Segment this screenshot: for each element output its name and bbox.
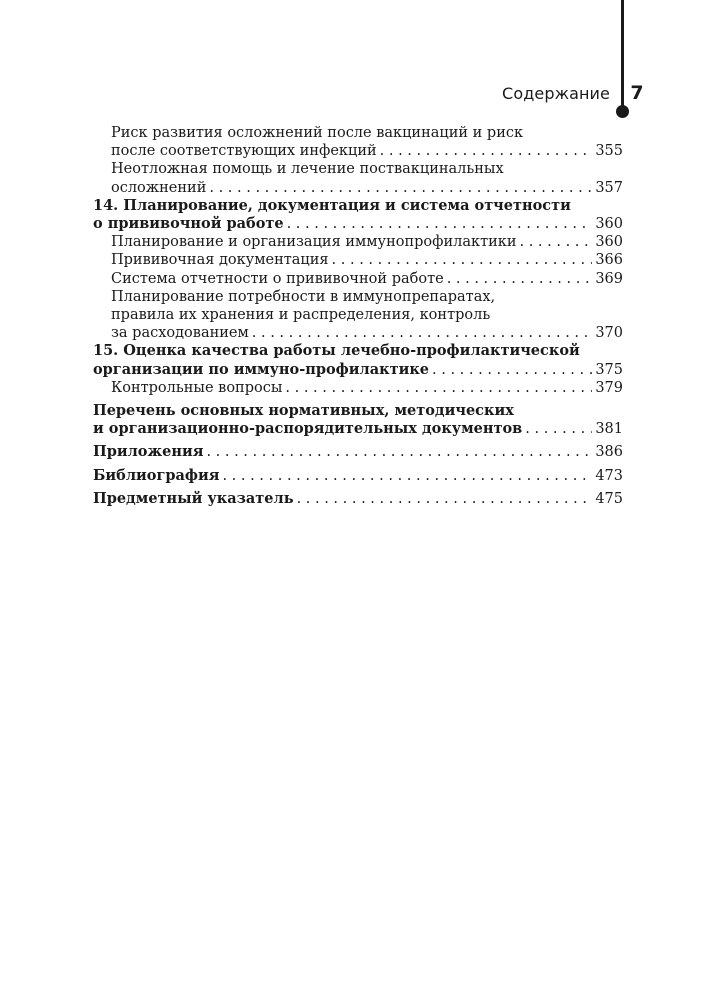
toc-entry-last-line (111, 251, 623, 269)
dot-leader (287, 215, 593, 233)
toc-entry-title: организации по иммуно-профилактике (93, 360, 430, 378)
toc-entry-last-line (93, 490, 623, 508)
toc-entry[interactable] (93, 251, 623, 269)
toc-page-number: 366 (595, 252, 623, 269)
toc-entry-title: Планирование и организация иммунопрофилактики (111, 234, 517, 251)
toc-entry-title-line: правила их хранения и распределения, контроль (111, 307, 491, 324)
dot-leader (432, 361, 592, 379)
toc-page-number: 370 (595, 325, 623, 342)
dot-leader (252, 324, 593, 342)
toc-entry-last-line (93, 420, 623, 438)
toc-entry-title-line: Риск развития осложнений после вакцинаций и риск (111, 125, 524, 141)
toc-entry-title: Контрольные вопросы (111, 379, 283, 396)
toc-entry[interactable] (93, 288, 623, 343)
toc-entry[interactable] (93, 467, 623, 485)
toc-entry[interactable] (93, 160, 623, 196)
dot-leader (447, 270, 593, 288)
toc-entry-title: и организационно-распорядительных документов (93, 420, 523, 438)
toc-entry-title: Система отчетности о прививочной работе (111, 270, 444, 287)
toc-entry-title-line: Планирование потребности в иммунопрепаратах, (111, 288, 496, 305)
toc-page-number: 475 (595, 490, 623, 507)
toc-entry[interactable] (93, 124, 623, 160)
toc-entry-last-line (111, 270, 623, 288)
toc-page-number: 369 (595, 270, 623, 287)
toc-page-number: 360 (595, 234, 623, 251)
toc-entry-last-line (93, 467, 623, 485)
toc-entry[interactable] (93, 379, 623, 397)
dot-leader (525, 420, 592, 438)
dot-leader (332, 251, 593, 269)
toc-page-number: 473 (595, 467, 623, 484)
dot-leader (206, 443, 592, 461)
toc-entry-title-line: 15. Оценка качества работы лечебно-профилактической (93, 342, 580, 360)
toc-entry-last-line (111, 142, 623, 160)
toc-page-number: 379 (595, 379, 623, 396)
toc-entry-last-line (111, 379, 623, 397)
dot-leader (380, 142, 593, 160)
toc-entry-last-line (93, 443, 623, 461)
toc-entry[interactable] (93, 342, 623, 378)
dot-leader (297, 490, 593, 508)
toc-entry-last-line (111, 324, 623, 342)
toc-entry-title-line: Неотложная помощь и лечение поствакцинальных (111, 161, 504, 178)
toc-page-number: 375 (595, 361, 623, 378)
dot-leader (285, 379, 592, 397)
toc-entry-last-line (93, 361, 623, 379)
toc-entry-title: осложнений (111, 179, 207, 196)
table-of-contents (93, 124, 623, 508)
toc-page-number: 360 (595, 216, 623, 233)
header-vertical-rule (621, 0, 624, 117)
toc-entry-title-line: Перечень основных нормативных, методических (93, 402, 514, 420)
toc-entry-title: за расходованием (111, 325, 249, 342)
toc-entry-title: Приложения (93, 443, 204, 461)
toc-entry-title: Библиография (93, 466, 220, 484)
toc-entry-title: о прививочной работе (93, 215, 284, 233)
page-number: 7 (630, 82, 644, 104)
dot-leader (209, 179, 592, 197)
header-rule-dot (616, 105, 629, 118)
toc-entry[interactable] (93, 233, 623, 251)
toc-entry[interactable] (93, 197, 623, 233)
dot-leader (222, 467, 592, 485)
toc-page-number: 386 (595, 444, 623, 461)
toc-entry[interactable] (93, 402, 623, 438)
toc-page-number: 355 (595, 143, 623, 160)
toc-entry-title: Предметный указатель (93, 489, 294, 507)
dot-leader (520, 233, 593, 251)
running-head: Содержание (502, 84, 610, 103)
toc-entry[interactable] (93, 270, 623, 288)
toc-page-number: 357 (595, 179, 623, 196)
toc-entry-last-line (111, 233, 623, 251)
toc-entry-last-line (111, 179, 623, 197)
toc-entry-last-line (93, 215, 623, 233)
toc-entry-title: Прививочная документация (111, 252, 329, 269)
toc-entry[interactable] (93, 490, 623, 508)
toc-entry[interactable] (93, 443, 623, 461)
toc-page-number: 381 (595, 421, 623, 438)
toc-entry-title: после соответствующих инфекций (111, 143, 377, 160)
toc-entry-title-line: 14. Планирование, документация и система отчетности (93, 196, 571, 214)
